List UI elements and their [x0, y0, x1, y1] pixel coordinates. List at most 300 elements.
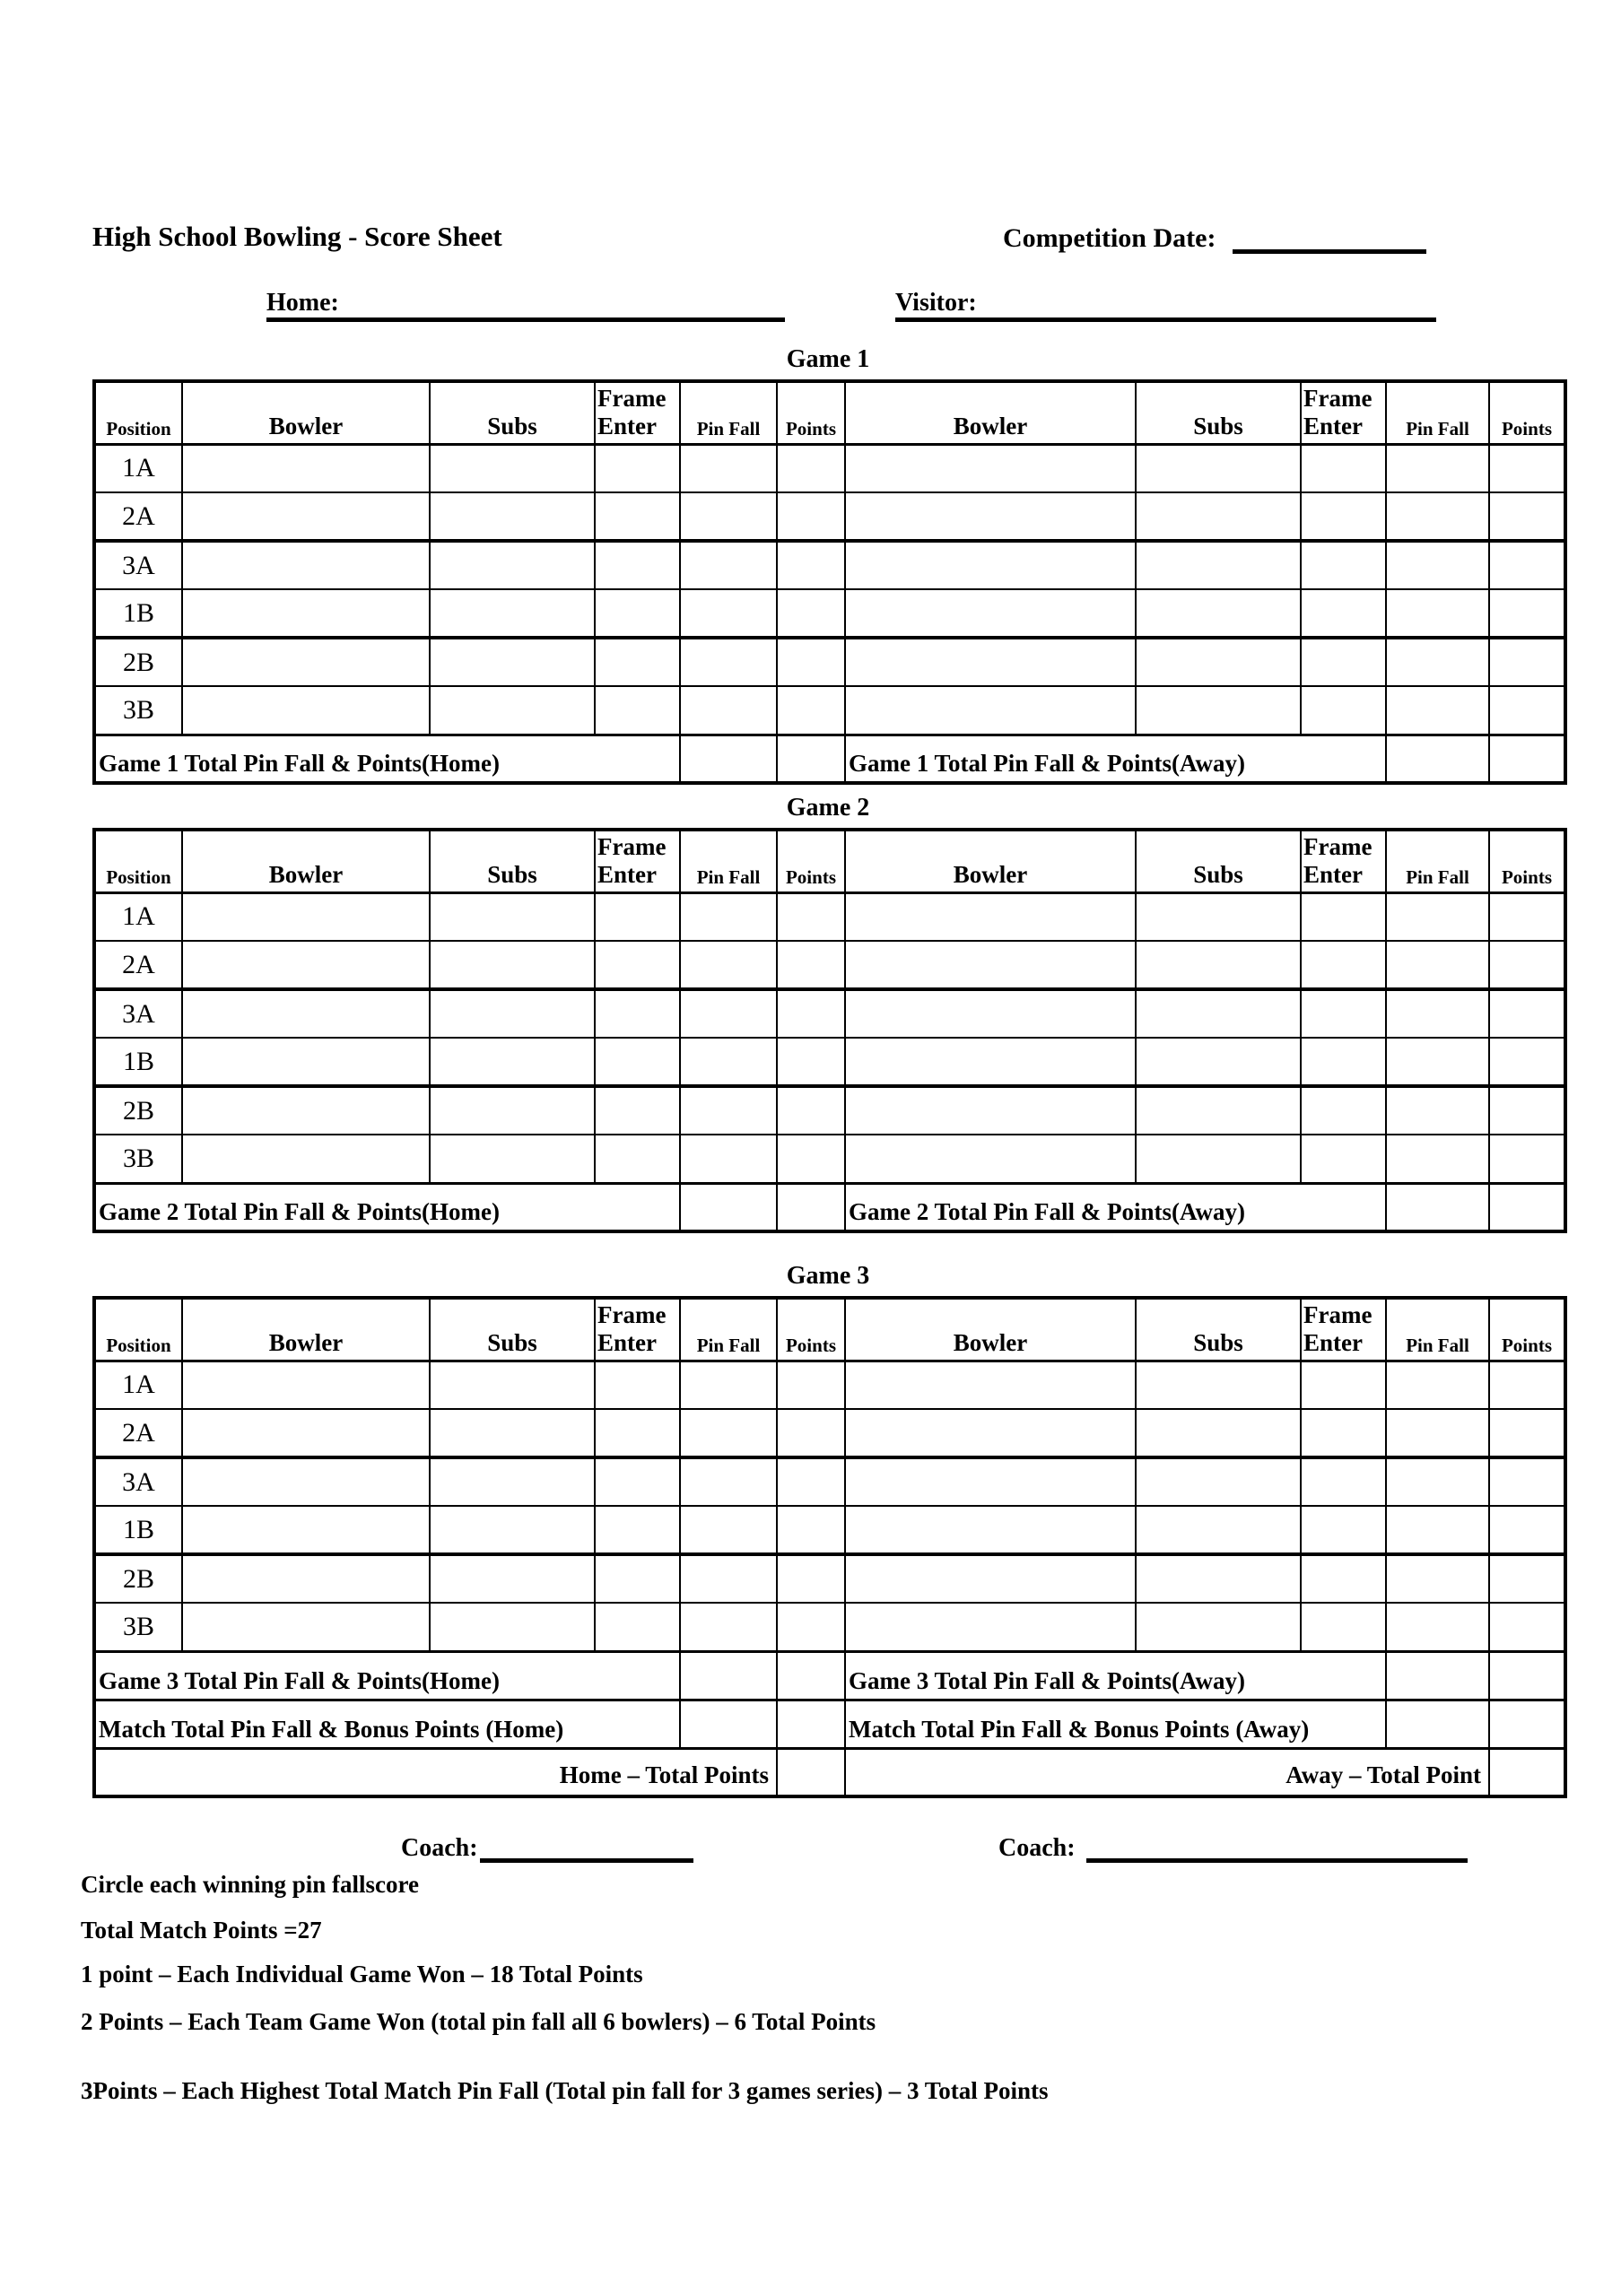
coach-line-away	[998, 1830, 1468, 1863]
bowler-cell[interactable]	[182, 686, 430, 735]
subs-cell[interactable]	[430, 444, 595, 492]
note-rule-3: 3Points – Each Highest Total Match Pin Fall (Total pin fall for 3 games series) – 3 Total Points	[81, 2077, 1049, 2104]
frame-enter-cell[interactable]	[595, 444, 680, 492]
frame-enter-cell[interactable]	[595, 941, 680, 989]
col-header-points-home: Points	[777, 1298, 845, 1361]
points-cell[interactable]	[777, 1038, 845, 1086]
subs-cell[interactable]	[1136, 1506, 1301, 1554]
pin-fall-cell[interactable]	[1386, 589, 1489, 638]
table-row	[94, 444, 1565, 492]
col-header-frame-enter-home: Frame Enter	[595, 830, 680, 892]
points-cell[interactable]	[1489, 541, 1565, 589]
subs-cell[interactable]	[430, 1038, 595, 1086]
subs-cell[interactable]	[1136, 892, 1301, 941]
table-row	[94, 1135, 1565, 1183]
position-cell: 3B	[94, 686, 182, 735]
pin-fall-cell[interactable]	[1386, 989, 1489, 1038]
total-pin-fall-cell-away[interactable]	[1386, 1183, 1489, 1231]
points-cell[interactable]	[777, 1086, 845, 1135]
competition-date	[1003, 221, 1426, 254]
col-header-subs-away: Subs	[1136, 381, 1301, 444]
frame-enter-cell[interactable]	[595, 492, 680, 541]
subs-cell[interactable]	[1136, 941, 1301, 989]
home-field[interactable]	[339, 283, 785, 310]
game-1-table	[92, 379, 1567, 785]
col-header-subs-home: Subs	[430, 381, 595, 444]
frame-enter-cell[interactable]	[1301, 1457, 1386, 1506]
subs-cell[interactable]	[430, 686, 595, 735]
position-cell: 3A	[94, 1457, 182, 1506]
points-cell[interactable]	[777, 492, 845, 541]
bowler-cell[interactable]	[845, 989, 1136, 1038]
pin-fall-cell[interactable]	[680, 1038, 777, 1086]
subs-cell[interactable]	[1136, 686, 1301, 735]
points-cell[interactable]	[1489, 444, 1565, 492]
bowler-cell[interactable]	[182, 892, 430, 941]
visitor-field[interactable]	[977, 283, 1436, 310]
points-cell[interactable]	[1489, 892, 1565, 941]
points-cell[interactable]	[777, 589, 845, 638]
game-3-title: Game 3	[786, 1262, 870, 1290]
table-row	[94, 638, 1565, 686]
pin-fall-cell[interactable]	[1386, 686, 1489, 735]
game-3-total-row	[94, 1651, 1565, 1700]
total-points-cell-away[interactable]	[1489, 735, 1565, 783]
col-header-pin-fall-home: Pin Fall	[680, 381, 777, 444]
pin-fall-cell[interactable]	[680, 589, 777, 638]
total-pin-fall-cell-home[interactable]	[680, 1651, 777, 1700]
subs-cell[interactable]	[1136, 1361, 1301, 1409]
bowler-cell[interactable]	[845, 1603, 1136, 1651]
points-cell[interactable]	[1489, 1409, 1565, 1457]
position-cell: 3A	[94, 541, 182, 589]
col-header-frame-enter-away: Frame Enter	[1301, 830, 1386, 892]
points-cell[interactable]	[777, 989, 845, 1038]
pin-fall-cell[interactable]	[680, 444, 777, 492]
frame-enter-cell[interactable]	[1301, 1603, 1386, 1651]
frame-enter-cell[interactable]	[1301, 1135, 1386, 1183]
pin-fall-cell[interactable]	[1386, 492, 1489, 541]
bowler-cell[interactable]	[182, 1409, 430, 1457]
pin-fall-cell[interactable]	[680, 1361, 777, 1409]
frame-enter-cell[interactable]	[1301, 541, 1386, 589]
pin-fall-cell[interactable]	[1386, 1086, 1489, 1135]
position-cell: 3B	[94, 1603, 182, 1651]
note-rule-2: 2 Points – Each Team Game Won (total pin fall all 6 bowlers) – 6 Total Points	[81, 2008, 876, 2035]
game-2-home-total-label: Game 2 Total Pin Fall & Points(Home)	[94, 1183, 680, 1231]
coach-home-label: Coach:	[401, 1834, 478, 1862]
subs-cell[interactable]	[1136, 638, 1301, 686]
total-points-cell-away[interactable]	[1489, 1651, 1565, 1700]
pin-fall-cell[interactable]	[1386, 1554, 1489, 1603]
subs-cell[interactable]	[1136, 989, 1301, 1038]
bowler-cell[interactable]	[845, 1135, 1136, 1183]
subs-cell[interactable]	[430, 892, 595, 941]
table-row	[94, 1603, 1565, 1651]
away-total-points-cell[interactable]	[1489, 1748, 1565, 1796]
pin-fall-cell[interactable]	[1386, 1603, 1489, 1651]
note-circle-winning: Circle each winning pin fallscore	[81, 1871, 419, 1898]
subs-cell[interactable]	[430, 492, 595, 541]
table-row	[94, 989, 1565, 1038]
table-row	[94, 1086, 1565, 1135]
subs-cell[interactable]	[430, 989, 595, 1038]
pin-fall-cell[interactable]	[680, 638, 777, 686]
points-cell[interactable]	[1489, 686, 1565, 735]
bowler-cell[interactable]	[845, 686, 1136, 735]
match-total-home-label: Match Total Pin Fall & Bonus Points (Home)	[94, 1700, 680, 1748]
subs-cell[interactable]	[1136, 1086, 1301, 1135]
coach-away-label: Coach:	[998, 1834, 1076, 1862]
game-3-home-total-label: Game 3 Total Pin Fall & Points(Home)	[94, 1651, 680, 1700]
position-cell: 3A	[94, 989, 182, 1038]
table-row	[94, 1554, 1565, 1603]
bowler-cell[interactable]	[845, 892, 1136, 941]
points-cell[interactable]	[777, 638, 845, 686]
points-cell[interactable]	[1489, 1506, 1565, 1554]
frame-enter-cell[interactable]	[1301, 1409, 1386, 1457]
frame-enter-cell[interactable]	[595, 589, 680, 638]
position-cell: 2B	[94, 1086, 182, 1135]
total-pin-fall-cell-home[interactable]	[680, 735, 777, 783]
table-row	[94, 892, 1565, 941]
total-points-cell-away[interactable]	[1489, 1183, 1565, 1231]
bowler-cell[interactable]	[845, 1457, 1136, 1506]
game-2-away-total-label: Game 2 Total Pin Fall & Points(Away)	[845, 1183, 1386, 1231]
col-header-points-away: Points	[1489, 830, 1565, 892]
col-header-frame-enter-home: Frame Enter	[595, 381, 680, 444]
pin-fall-cell[interactable]	[680, 686, 777, 735]
position-cell: 2A	[94, 1409, 182, 1457]
points-cell[interactable]	[1489, 1554, 1565, 1603]
frame-enter-cell[interactable]	[1301, 589, 1386, 638]
note-rule-1: 1 point – Each Individual Game Won – 18 Total Points	[81, 1961, 643, 1987]
table-row	[94, 1409, 1565, 1457]
position-cell: 1B	[94, 1038, 182, 1086]
points-cell[interactable]	[1489, 1135, 1565, 1183]
position-cell: 2A	[94, 941, 182, 989]
total-points-cell-home[interactable]	[777, 1651, 845, 1700]
pin-fall-cell[interactable]	[680, 1086, 777, 1135]
subs-cell[interactable]	[430, 1457, 595, 1506]
frame-enter-cell[interactable]	[595, 686, 680, 735]
bowler-cell[interactable]	[182, 589, 430, 638]
total-pin-fall-cell-away[interactable]	[1386, 1651, 1489, 1700]
subs-cell[interactable]	[430, 541, 595, 589]
bowler-cell[interactable]	[845, 1554, 1136, 1603]
bowler-cell[interactable]	[182, 941, 430, 989]
col-header-points-away: Points	[1489, 381, 1565, 444]
match-pin-fall-cell-home[interactable]	[680, 1700, 777, 1748]
pin-fall-cell[interactable]	[1386, 941, 1489, 989]
frame-enter-cell[interactable]	[595, 1086, 680, 1135]
col-header-points-home: Points	[777, 381, 845, 444]
col-header-pin-fall-away: Pin Fall	[1386, 830, 1489, 892]
total-pin-fall-cell-away[interactable]	[1386, 735, 1489, 783]
total-points-cell-home[interactable]	[777, 1183, 845, 1231]
pin-fall-cell[interactable]	[680, 492, 777, 541]
subs-cell[interactable]	[430, 1506, 595, 1554]
bowler-cell[interactable]	[845, 1506, 1136, 1554]
col-header-subs-away: Subs	[1136, 830, 1301, 892]
points-cell[interactable]	[777, 1135, 845, 1183]
position-cell: 2A	[94, 492, 182, 541]
pin-fall-cell[interactable]	[1386, 1038, 1489, 1086]
col-header-pin-fall-home: Pin Fall	[680, 1298, 777, 1361]
frame-enter-cell[interactable]	[1301, 1361, 1386, 1409]
match-pin-fall-cell-away[interactable]	[1386, 1700, 1489, 1748]
subs-cell[interactable]	[1136, 1554, 1301, 1603]
competition-date-label: Competition Date:	[1003, 223, 1216, 253]
points-cell[interactable]	[777, 1361, 845, 1409]
col-header-pin-fall-away: Pin Fall	[1386, 381, 1489, 444]
col-header-bowler-away: Bowler	[845, 381, 1136, 444]
bowler-cell[interactable]	[182, 989, 430, 1038]
pin-fall-cell[interactable]	[1386, 638, 1489, 686]
position-cell: 3B	[94, 1135, 182, 1183]
subs-cell[interactable]	[1136, 1457, 1301, 1506]
col-header-bowler-away: Bowler	[845, 830, 1136, 892]
pin-fall-cell[interactable]	[1386, 1409, 1489, 1457]
pin-fall-cell[interactable]	[680, 1603, 777, 1651]
position-cell: 1B	[94, 1506, 182, 1554]
col-header-subs-home: Subs	[430, 1298, 595, 1361]
frame-enter-cell[interactable]	[1301, 1554, 1386, 1603]
bowler-cell[interactable]	[182, 638, 430, 686]
subs-cell[interactable]	[1136, 492, 1301, 541]
frame-enter-cell[interactable]	[595, 892, 680, 941]
points-cell[interactable]	[777, 1603, 845, 1651]
points-cell[interactable]	[1489, 989, 1565, 1038]
subs-cell[interactable]	[430, 1135, 595, 1183]
col-header-position: Position	[94, 1298, 182, 1361]
col-header-position: Position	[94, 381, 182, 444]
points-cell[interactable]	[1489, 1038, 1565, 1086]
pin-fall-cell[interactable]	[680, 1409, 777, 1457]
points-cell[interactable]	[777, 941, 845, 989]
total-points-row	[94, 1748, 1565, 1796]
frame-enter-cell[interactable]	[595, 989, 680, 1038]
subs-cell[interactable]	[1136, 1038, 1301, 1086]
game-1-home-total-label: Game 1 Total Pin Fall & Points(Home)	[94, 735, 680, 783]
subs-cell[interactable]	[430, 1603, 595, 1651]
col-header-frame-enter-away: Frame Enter	[1301, 1298, 1386, 1361]
subs-cell[interactable]	[1136, 589, 1301, 638]
points-cell[interactable]	[777, 1506, 845, 1554]
position-cell: 2B	[94, 1554, 182, 1603]
game-1-section	[92, 345, 1564, 785]
bowler-cell[interactable]	[845, 1086, 1136, 1135]
frame-enter-cell[interactable]	[595, 1409, 680, 1457]
subs-cell[interactable]	[1136, 444, 1301, 492]
pin-fall-cell[interactable]	[680, 989, 777, 1038]
col-header-position: Position	[94, 830, 182, 892]
points-cell[interactable]	[1489, 1086, 1565, 1135]
bowler-cell[interactable]	[182, 1554, 430, 1603]
bowler-cell[interactable]	[182, 492, 430, 541]
subs-cell[interactable]	[430, 589, 595, 638]
pin-fall-cell[interactable]	[1386, 1361, 1489, 1409]
col-header-subs-home: Subs	[430, 830, 595, 892]
visitor-line	[895, 283, 1436, 322]
bowler-cell[interactable]	[845, 444, 1136, 492]
frame-enter-cell[interactable]	[1301, 686, 1386, 735]
bowler-cell[interactable]	[182, 1135, 430, 1183]
frame-enter-cell[interactable]	[595, 1506, 680, 1554]
points-cell[interactable]	[1489, 492, 1565, 541]
col-header-bowler-home: Bowler	[182, 381, 430, 444]
col-header-bowler-home: Bowler	[182, 830, 430, 892]
frame-enter-cell[interactable]	[595, 541, 680, 589]
match-total-away-label: Match Total Pin Fall & Bonus Points (Away)	[845, 1700, 1386, 1748]
home-line	[266, 283, 785, 322]
home-total-points-label: Home – Total Points	[94, 1748, 777, 1796]
game-2-title: Game 2	[786, 794, 870, 822]
pin-fall-cell[interactable]	[1386, 444, 1489, 492]
pin-fall-cell[interactable]	[680, 1506, 777, 1554]
frame-enter-cell[interactable]	[595, 1038, 680, 1086]
subs-cell[interactable]	[1136, 1135, 1301, 1183]
coach-home-field[interactable]	[480, 1830, 693, 1863]
table-row	[94, 589, 1565, 638]
total-points-cell-home[interactable]	[777, 735, 845, 783]
col-header-pin-fall-away: Pin Fall	[1386, 1298, 1489, 1361]
frame-enter-cell[interactable]	[1301, 892, 1386, 941]
match-points-cell-home[interactable]	[777, 1700, 845, 1748]
frame-enter-cell[interactable]	[595, 638, 680, 686]
points-cell[interactable]	[777, 541, 845, 589]
bowler-cell[interactable]	[845, 1038, 1136, 1086]
col-header-points-home: Points	[777, 830, 845, 892]
points-cell[interactable]	[1489, 638, 1565, 686]
home-label: Home:	[266, 289, 339, 317]
subs-cell[interactable]	[430, 1086, 595, 1135]
total-pin-fall-cell-home[interactable]	[680, 1183, 777, 1231]
pin-fall-cell[interactable]	[680, 941, 777, 989]
table-row	[94, 686, 1565, 735]
pin-fall-cell[interactable]	[1386, 892, 1489, 941]
table-row	[94, 541, 1565, 589]
position-cell: 2B	[94, 638, 182, 686]
bowler-cell[interactable]	[182, 1506, 430, 1554]
position-cell: 1A	[94, 1361, 182, 1409]
table-row	[94, 492, 1565, 541]
table-row	[94, 1361, 1565, 1409]
points-cell[interactable]	[777, 1457, 845, 1506]
points-cell[interactable]	[777, 686, 845, 735]
bowler-cell[interactable]	[845, 589, 1136, 638]
subs-cell[interactable]	[430, 1409, 595, 1457]
position-cell: 1A	[94, 444, 182, 492]
col-header-bowler-home: Bowler	[182, 1298, 430, 1361]
competition-date-field[interactable]	[1233, 221, 1426, 254]
bowler-cell[interactable]	[182, 1603, 430, 1651]
points-cell[interactable]	[777, 1409, 845, 1457]
points-cell[interactable]	[1489, 589, 1565, 638]
col-header-frame-enter-home: Frame Enter	[595, 1298, 680, 1361]
frame-enter-cell[interactable]	[1301, 1038, 1386, 1086]
points-cell[interactable]	[1489, 1603, 1565, 1651]
visitor-label: Visitor:	[895, 289, 977, 317]
game-2-section	[92, 794, 1564, 1233]
points-cell[interactable]	[777, 892, 845, 941]
pin-fall-cell[interactable]	[1386, 1506, 1489, 1554]
note-total-match-points: Total Match Points =27	[81, 1917, 322, 1944]
game-1-total-row	[94, 735, 1565, 783]
bowler-cell[interactable]	[845, 541, 1136, 589]
points-cell[interactable]	[1489, 1361, 1565, 1409]
game-1-away-total-label: Game 1 Total Pin Fall & Points(Away)	[845, 735, 1386, 783]
subs-cell[interactable]	[430, 1554, 595, 1603]
subs-cell[interactable]	[1136, 541, 1301, 589]
frame-enter-cell[interactable]	[595, 1554, 680, 1603]
points-cell[interactable]	[777, 1554, 845, 1603]
game-2-total-row	[94, 1183, 1565, 1231]
pin-fall-cell[interactable]	[680, 541, 777, 589]
game-3-away-total-label: Game 3 Total Pin Fall & Points(Away)	[845, 1651, 1386, 1700]
table-row	[94, 1457, 1565, 1506]
frame-enter-cell[interactable]	[1301, 444, 1386, 492]
frame-enter-cell[interactable]	[1301, 492, 1386, 541]
frame-enter-cell[interactable]	[595, 1135, 680, 1183]
points-cell[interactable]	[1489, 1457, 1565, 1506]
frame-enter-cell[interactable]	[1301, 941, 1386, 989]
position-cell: 1B	[94, 589, 182, 638]
pin-fall-cell[interactable]	[1386, 1135, 1489, 1183]
subs-cell[interactable]	[1136, 1409, 1301, 1457]
subs-cell[interactable]	[430, 638, 595, 686]
frame-enter-cell[interactable]	[595, 1457, 680, 1506]
table-row	[94, 941, 1565, 989]
pin-fall-cell[interactable]	[680, 892, 777, 941]
home-total-points-cell[interactable]	[777, 1748, 845, 1796]
bowler-cell[interactable]	[845, 492, 1136, 541]
pin-fall-cell[interactable]	[1386, 1457, 1489, 1506]
col-header-pin-fall-home: Pin Fall	[680, 830, 777, 892]
game-2-table	[92, 828, 1567, 1233]
frame-enter-cell[interactable]	[595, 1603, 680, 1651]
points-cell[interactable]	[1489, 941, 1565, 989]
bowler-cell[interactable]	[182, 444, 430, 492]
subs-cell[interactable]	[430, 1361, 595, 1409]
pin-fall-cell[interactable]	[680, 1554, 777, 1603]
frame-enter-cell[interactable]	[1301, 989, 1386, 1038]
bowler-cell[interactable]	[182, 541, 430, 589]
bowler-cell[interactable]	[182, 1361, 430, 1409]
coach-away-field[interactable]	[1086, 1830, 1468, 1863]
points-cell[interactable]	[777, 444, 845, 492]
match-points-cell-away[interactable]	[1489, 1700, 1565, 1748]
bowler-cell[interactable]	[845, 1361, 1136, 1409]
frame-enter-cell[interactable]	[1301, 1506, 1386, 1554]
subs-cell[interactable]	[1136, 1603, 1301, 1651]
pin-fall-cell[interactable]	[1386, 541, 1489, 589]
bowler-cell[interactable]	[182, 1038, 430, 1086]
bowler-cell[interactable]	[845, 638, 1136, 686]
frame-enter-cell[interactable]	[595, 1361, 680, 1409]
bowler-cell[interactable]	[845, 1409, 1136, 1457]
frame-enter-cell[interactable]	[1301, 638, 1386, 686]
bowler-cell[interactable]	[182, 1086, 430, 1135]
coach-line-home	[401, 1830, 693, 1863]
col-header-bowler-away: Bowler	[845, 1298, 1136, 1361]
pin-fall-cell[interactable]	[680, 1457, 777, 1506]
bowler-cell[interactable]	[182, 1457, 430, 1506]
frame-enter-cell[interactable]	[1301, 1086, 1386, 1135]
bowler-cell[interactable]	[845, 941, 1136, 989]
pin-fall-cell[interactable]	[680, 1135, 777, 1183]
subs-cell[interactable]	[430, 941, 595, 989]
